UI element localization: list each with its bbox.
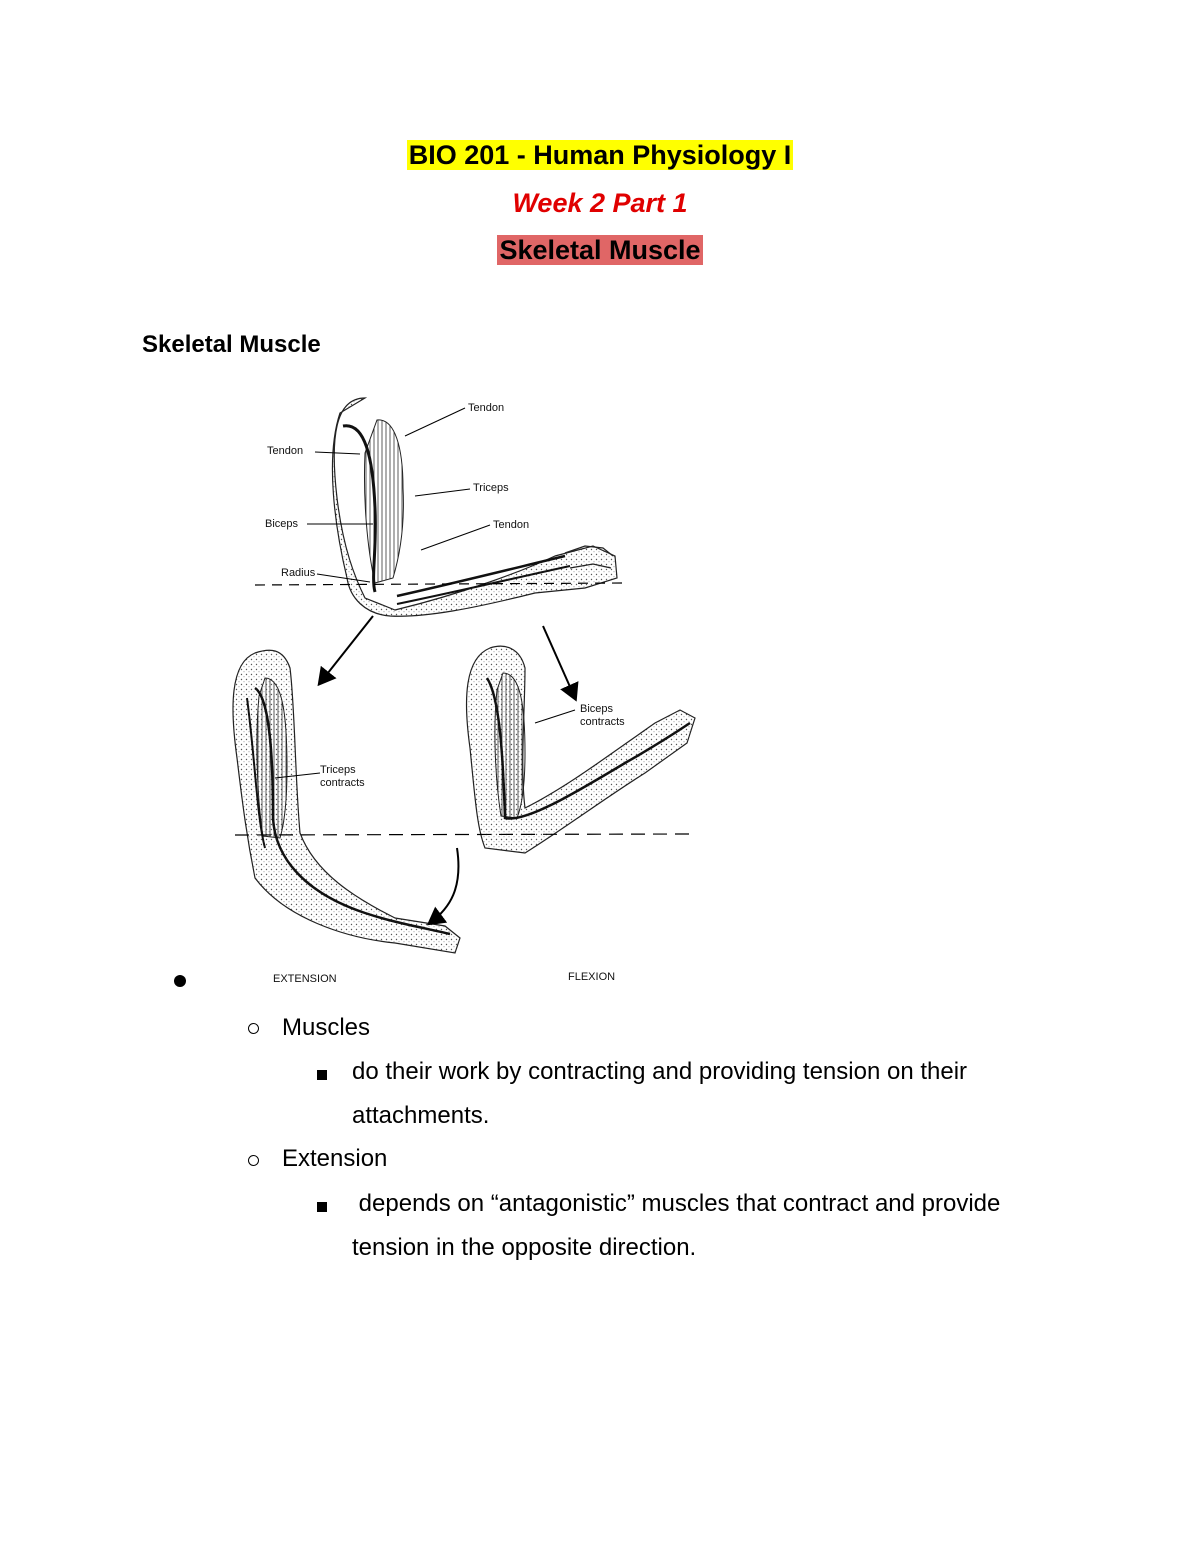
bullet-circle: [248, 1023, 259, 1034]
label-extension: EXTENSION: [273, 973, 337, 985]
label-tendon-left: Tendon: [267, 445, 304, 457]
label-triceps-contracts: Triceps contracts: [320, 764, 365, 789]
arm-muscle-diagram: [225, 378, 715, 988]
extension-arm: [233, 650, 460, 953]
label-biceps-contracts: Biceps contracts: [580, 703, 625, 728]
week-subtitle-text: Week 2 Part 1: [512, 188, 688, 218]
list-subitem-extension: depends on “antagonistic” muscles that contract and provide tension in the opposite direction.: [352, 1190, 1008, 1261]
arm-muscle-figure: [225, 378, 715, 988]
flexion-arm: [467, 646, 695, 853]
label-flexion: FLEXION: [568, 971, 616, 983]
bullet-circle: [248, 1155, 259, 1166]
topic-title: [0, 235, 1200, 266]
section-heading: Skeletal Muscle: [142, 331, 321, 358]
topic-title-text: Skeletal Muscle: [499, 235, 701, 265]
top-arm: [332, 398, 617, 616]
list-item-muscles: Muscles: [282, 1014, 371, 1041]
label-radius: Radius: [281, 567, 316, 579]
list-subitem-muscles: do their work by contracting and providing tension on their attachments.: [352, 1058, 968, 1129]
bullet-square: [317, 1070, 327, 1080]
label-tendon-top: Tendon: [468, 402, 505, 414]
course-title-text: BIO 201 - Human Physiology I: [408, 140, 792, 170]
course-title: [0, 140, 1200, 171]
list-item-extension: Extension: [282, 1145, 388, 1172]
label-triceps-top: Triceps: [473, 482, 509, 494]
bullet-level1: [174, 975, 186, 987]
week-subtitle: [0, 188, 1200, 219]
label-tendon-right: Tendon: [493, 519, 530, 531]
label-biceps-left: Biceps: [265, 518, 299, 530]
bullet-square: [317, 1202, 327, 1212]
